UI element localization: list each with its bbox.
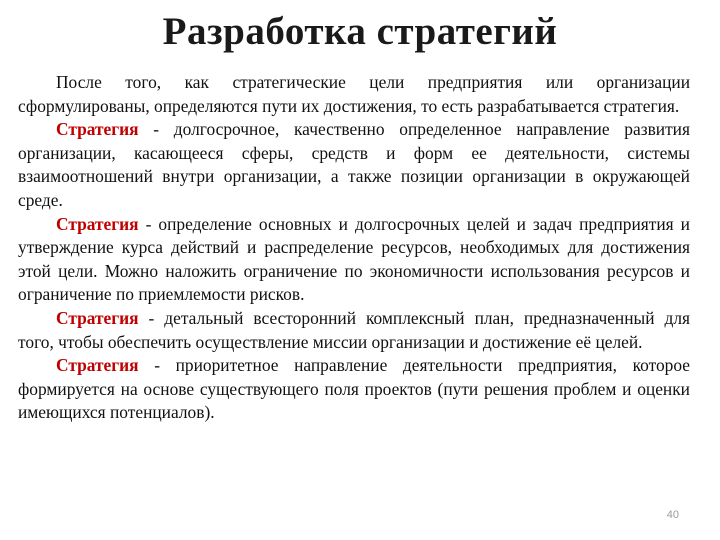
- definition-text: - долгосрочное, качественно определенное направление развития организации, касающееся сферы, средств и форм ее деятельности, системы взаимоотношений внутри организации, а также позиции организации в окружающей среде.: [18, 119, 690, 210]
- definition-text: - приоритетное направление деятельности предприятия, которое формируется на основе существующего поля проектов (пути решения проблем и оценки имеющихся потенциалов).: [18, 355, 690, 423]
- slide-title: Разработка стратегий: [162, 10, 558, 53]
- definition-term: Стратегия: [56, 307, 139, 328]
- paragraph-text: После того, как стратегические цели предприятия или организации сформулированы, определяются пути их достижения, то есть разрабатывается стратегия.: [18, 72, 690, 116]
- definition-term: Стратегия: [56, 355, 139, 376]
- definition-text: - определение основных и долгосрочных целей и задач предприятия и утверждение курса действий и распределение ресурсов, необходимых для достижения этой цели. Можно наложить ограничение по экономичности использования ресурсов и ограничение по приемлемости рисков.: [18, 213, 690, 305]
- definition-paragraph: [18, 118, 690, 212]
- intro-paragraph: [18, 71, 690, 118]
- definition-term: Стратегия: [56, 119, 139, 140]
- definition-term: Стратегия: [56, 213, 139, 234]
- page-number: 40: [666, 509, 679, 521]
- definition-text: - детальный всесторонний комплексный план, предназначенный для того, чтобы обеспечить осуществление миссии организации и достижение её целей.: [18, 307, 690, 352]
- slide-body: [18, 71, 690, 425]
- definition-paragraph: [18, 354, 690, 425]
- definition-paragraph: [18, 213, 690, 307]
- definition-paragraph: [18, 307, 690, 354]
